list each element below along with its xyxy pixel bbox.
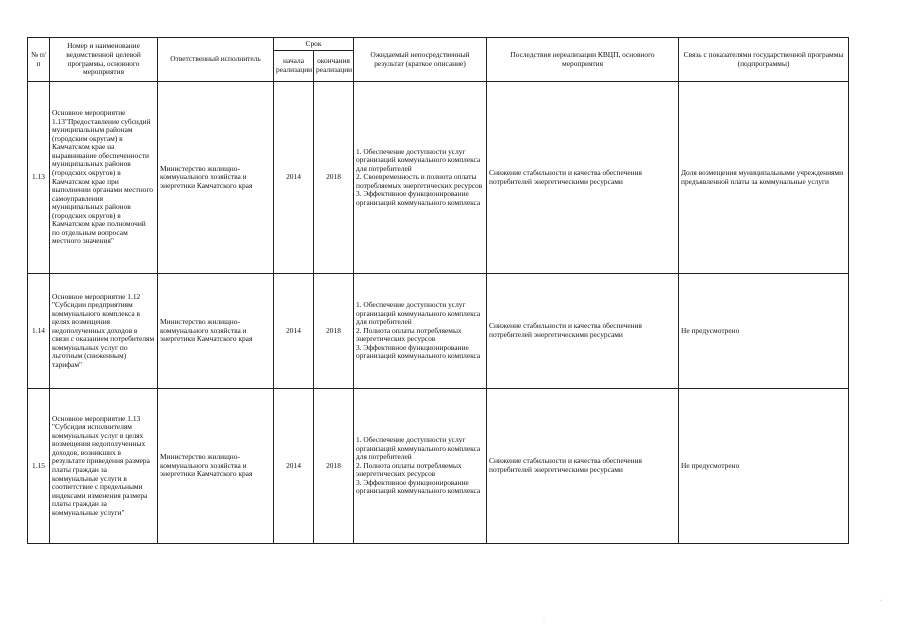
result-item: 3. Эффективное функционирование организаций коммунального комплекса <box>356 477 481 496</box>
program-table <box>27 37 849 544</box>
row-num: 1.15 <box>28 389 50 544</box>
row-result <box>354 389 487 544</box>
row-link: Не предусмотрено <box>679 274 849 389</box>
result-item: 1. Обеспечение доступности услуг организаций коммунального комплекса для потребителей <box>356 146 481 173</box>
row-consequences: Снижение стабильности и качества обеспечения потребителей энергетическими ресурсами <box>487 274 679 389</box>
header-executor: Ответственный исполнитель <box>158 38 274 82</box>
row-consequences: Снижение стабильности и качества обеспечения потребителей энергетическими ресурсами <box>487 389 679 544</box>
row-end: 2018 <box>314 274 354 389</box>
row-consequences: Снижение стабильности и качества обеспечения потребителей энергетическими ресурсами <box>487 82 679 274</box>
row-name: Основное мероприятие 1.13"Предоставление субсидий муниципальным районам (городским округам) в Камчатском крае на выравнивание обеспеченности муниципальных районов (городских округов) в Камчатском крае при выполнении органами местного самоуправления муниципальных районов (городских округов) в Камчатском крае полномочий по отдельным вопросам местного значения" <box>50 82 158 274</box>
header-result: Ожидаемый непосредственный результат (краткое описание) <box>354 38 487 82</box>
row-executor: Министерство жилищно-коммунального хозяйства и энергетики Камчатского края <box>158 389 274 544</box>
result-item: 2. Полнота оплаты потребляемых энергетических ресурсов <box>356 325 462 344</box>
row-name: Основное мероприятие 1.12 "Субсидии предприятиям коммунального комплекса в целях возмещения недополученных доходов в связи с оказанием потребителям коммунальных услуг по льготным (сниженным) тарифам" <box>50 274 158 389</box>
row-link: Доля возмещения муниципальными учреждениями предъявленной платы за коммунальные услуги <box>679 82 849 274</box>
result-item: 3. Эффективное функционирование организаций коммунального комплекса <box>356 189 481 207</box>
row-end: 2018 <box>314 82 354 274</box>
row-link: Не предусмотрено <box>679 389 849 544</box>
table-row <box>28 389 849 544</box>
row-end: 2018 <box>314 389 354 544</box>
table-row <box>28 274 849 389</box>
row-start: 2014 <box>274 82 314 274</box>
header-link: Связь с показателями государственной программы (подпрограммы) <box>679 38 849 82</box>
row-executor: Министерство жилищно-коммунального хозяйства и энергетики Камчатского края <box>158 274 274 389</box>
row-start: 2014 <box>274 389 314 544</box>
result-item: 2. Своевременность и полнота оплаты потребляемых энергетических ресурсов <box>356 172 483 190</box>
row-start: 2014 <box>274 274 314 389</box>
row-num: 1.13 <box>28 82 50 274</box>
result-item: 1. Обеспечение доступности услуг организаций коммунального комплекса для потребителей <box>356 435 481 462</box>
row-executor: Министерство жилищно-коммунального хозяйства и энергетики Камчатского края <box>158 82 274 274</box>
result-item: 2. Полнота оплаты потребляемых энергетических ресурсов <box>356 460 462 479</box>
header-name: Номер и наименование ведомственной целевой программы, основного мероприятия <box>50 38 158 82</box>
header-term: Срок <box>274 38 354 51</box>
row-result <box>354 82 487 274</box>
scan-speck: · <box>543 616 545 622</box>
row-result <box>354 274 487 389</box>
row-num: 1.14 <box>28 274 50 389</box>
header-consequences: Последствия нереализации КВЦП, основного мероприятия <box>487 38 679 82</box>
header-num: № п/п <box>28 38 50 82</box>
result-item: 1. Обеспечение доступности услуг организаций коммунального комплекса для потребителей <box>356 300 481 327</box>
scan-speck: · <box>880 598 882 604</box>
header-end: окончания реализации <box>314 51 354 82</box>
row-name: Основное мероприятие 1.13 "Субсидия исполнителям коммунальных услуг в целях возмещения недополученных доходов, возникших в результате приведения размера платы граждан за коммунальные услуги в соответствие с предельными индексами изменения размера платы граждан за коммунальные услуги" <box>50 389 158 544</box>
table-row <box>28 82 849 274</box>
header-start: начала реализации <box>274 51 314 82</box>
header-row-1 <box>28 38 849 51</box>
result-item: 3. Эффективное функционирование организаций коммунального комплекса <box>356 342 481 361</box>
